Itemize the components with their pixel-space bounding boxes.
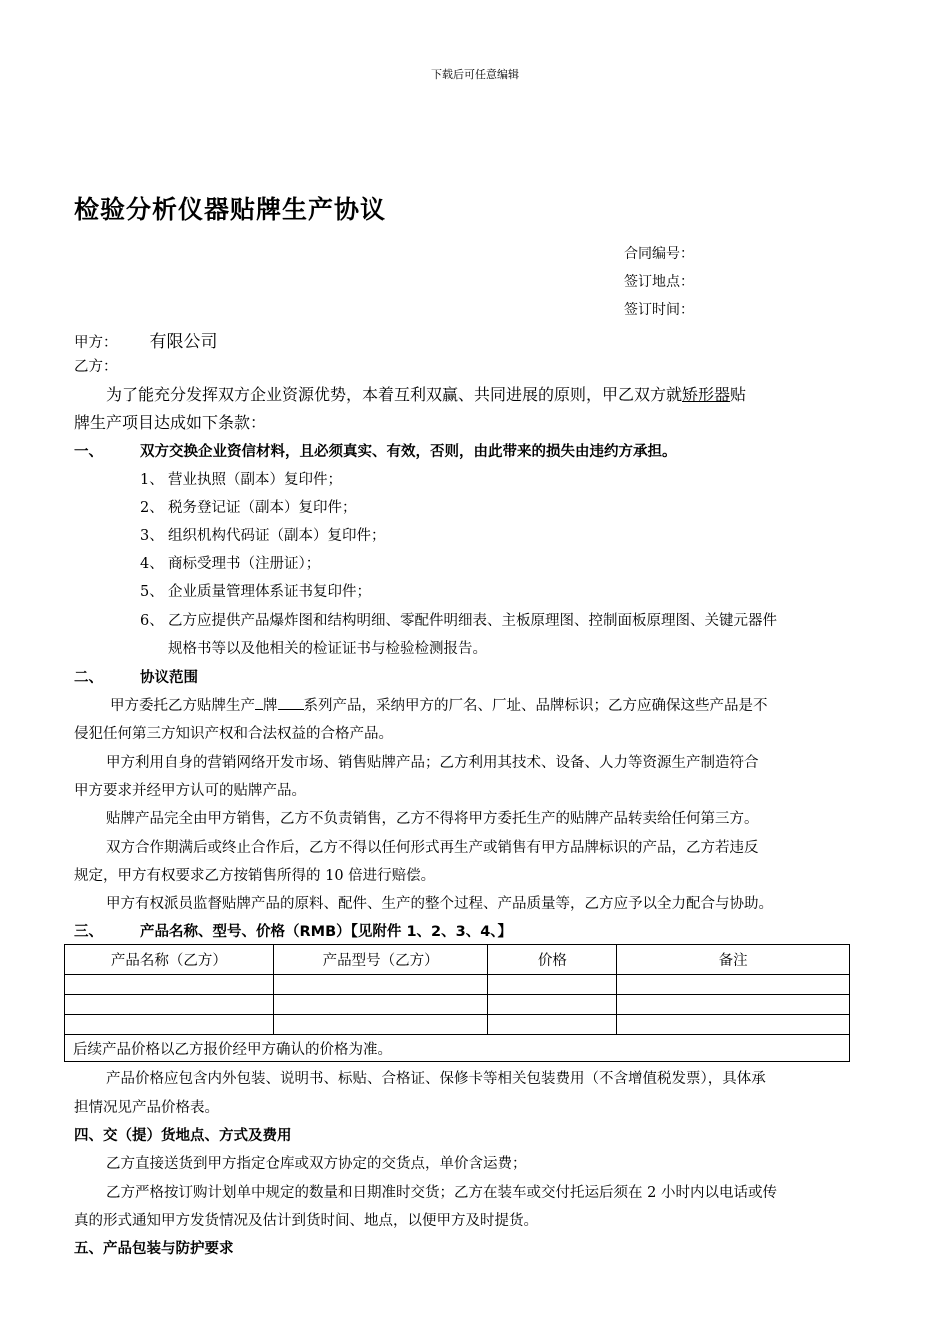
download-note: 下载后可任意编辑 [431,68,519,81]
product-name-underlined: 矫形器 [682,385,731,404]
section-3-number: 三、 [74,924,103,940]
paragraph-line: 产品价格应包含内外包装、说明书、标贴、合格证、保修卡等相关包装费用（不含增值税发票），具体承 [106,1071,766,1087]
paragraph-line: 贴牌产品完全由甲方销售，乙方不负责销售，乙方不得将甲方委托生产的贴牌产品转卖给任何第三方。 [106,811,759,827]
table-header-row [65,945,850,975]
table-header-cell: 价格 [488,945,617,975]
list-item: 5、 企业质量管理体系证书复印件； [140,584,371,600]
paragraph-line: 规定，甲方有权要求乙方按销售所得的 10 倍进行赔偿。 [74,868,436,884]
paragraph-line: 真的形式通知甲方发货情况及估计到货时间、地点，以便甲方及时提货。 [74,1213,538,1229]
table-footer-note: 后续产品价格以乙方报价经甲方确认的价格为准。 [65,1035,850,1062]
paragraph-line: 担情况见产品价格表。 [74,1100,219,1116]
table-header-cell: 产品型号（乙方） [273,945,488,975]
intro-text-end: 贴 [730,385,747,404]
party-a-label: 甲方： [74,335,118,351]
section-1-title: 双方交换企业资信材料，且必须真实、有效，否则，由此带来的损失由违约方承担。 [140,444,677,460]
party-a-name: 有限公司 [149,332,218,352]
document-title: 检验分析仪器贴牌生产协议 [74,195,387,224]
table-header-cell: 备注 [617,945,850,975]
list-item-continuation: 规格书等以及他相关的检证证书与检验检测报告。 [168,641,487,657]
section-1-number: 一、 [74,444,103,460]
party-b-label: 乙方： [74,359,118,375]
list-item: 3、 组织机构代码证（副本）复印件； [140,528,386,544]
table-row [65,995,850,1015]
signing-place-label: 签订地点： [624,274,694,290]
party-a-row [74,327,218,352]
section-2-heading [74,666,198,687]
section-2-number: 二、 [74,670,103,686]
section-3-heading [74,920,512,941]
paragraph-line: 甲方委托乙方贴牌生产 牌 系列产品，采纳甲方的厂名、厂址、品牌标识；乙方应确保这些产品是不 [110,698,768,714]
intro-text: 为了能充分发挥双方企业资源优势，本着互利双赢、共同进展的原则，甲乙双方就 [106,385,683,404]
paragraph-line: 双方合作期满后或终止合作后，乙方不得以任何形式再生产或销售有甲方品牌标识的产品，乙方若违反 [106,840,759,856]
list-item: 2、 税务登记证（副本）复印件； [140,500,357,516]
intro-line-1 [106,382,746,405]
list-item: 6、 乙方应提供产品爆炸图和结构明细、零配件明细表、主板原理图、控制面板原理图、关键元器件 [140,613,777,629]
intro-line-2: 牌生产项目达成如下条款： [74,413,267,432]
section-4-heading: 四、交（提）货地点、方式及费用 [74,1128,292,1144]
paragraph-line: 甲方要求并经甲方认可的贴牌产品。 [74,783,306,799]
paragraph-line: 乙方直接送货到甲方指定仓库或双方协定的交货点，单价含运费； [106,1156,527,1172]
section-2-title: 协议范围 [140,670,198,686]
signing-time-label: 签订时间： [624,302,694,318]
section-5-heading: 五、产品包装与防护要求 [74,1241,234,1257]
paragraph-line: 乙方严格按订购计划单中规定的数量和日期准时交货；乙方在装车或交付托运后须在 2 小时内以电话或传 [106,1185,777,1201]
product-price-table [64,944,850,1062]
paragraph-line: 甲方有权派员监督贴牌产品的原料、配件、生产的整个过程、产品质量等，乙方应予以全力配合与协助。 [106,896,773,912]
paragraph-line: 侵犯任何第三方知识产权和合法权益的合格产品。 [74,726,393,742]
table-header-cell: 产品名称（乙方） [65,945,274,975]
table-row [65,1015,850,1035]
paragraph-line: 甲方利用自身的营销网络开发市场、销售贴牌产品；乙方利用其技术、设备、人力等资源生产制造符合 [106,755,759,771]
contract-number-label: 合同编号： [624,246,694,262]
section-1-heading [74,440,677,461]
table-row [65,975,850,995]
table-footer-row [65,1035,850,1062]
list-item: 1、 营业执照（副本）复印件； [140,472,342,488]
section-3-title: 产品名称、型号、价格（RMB）【见附件 1、2、3、4、】 [140,924,513,940]
list-item: 4、 商标受理书（注册证）； [140,556,321,572]
